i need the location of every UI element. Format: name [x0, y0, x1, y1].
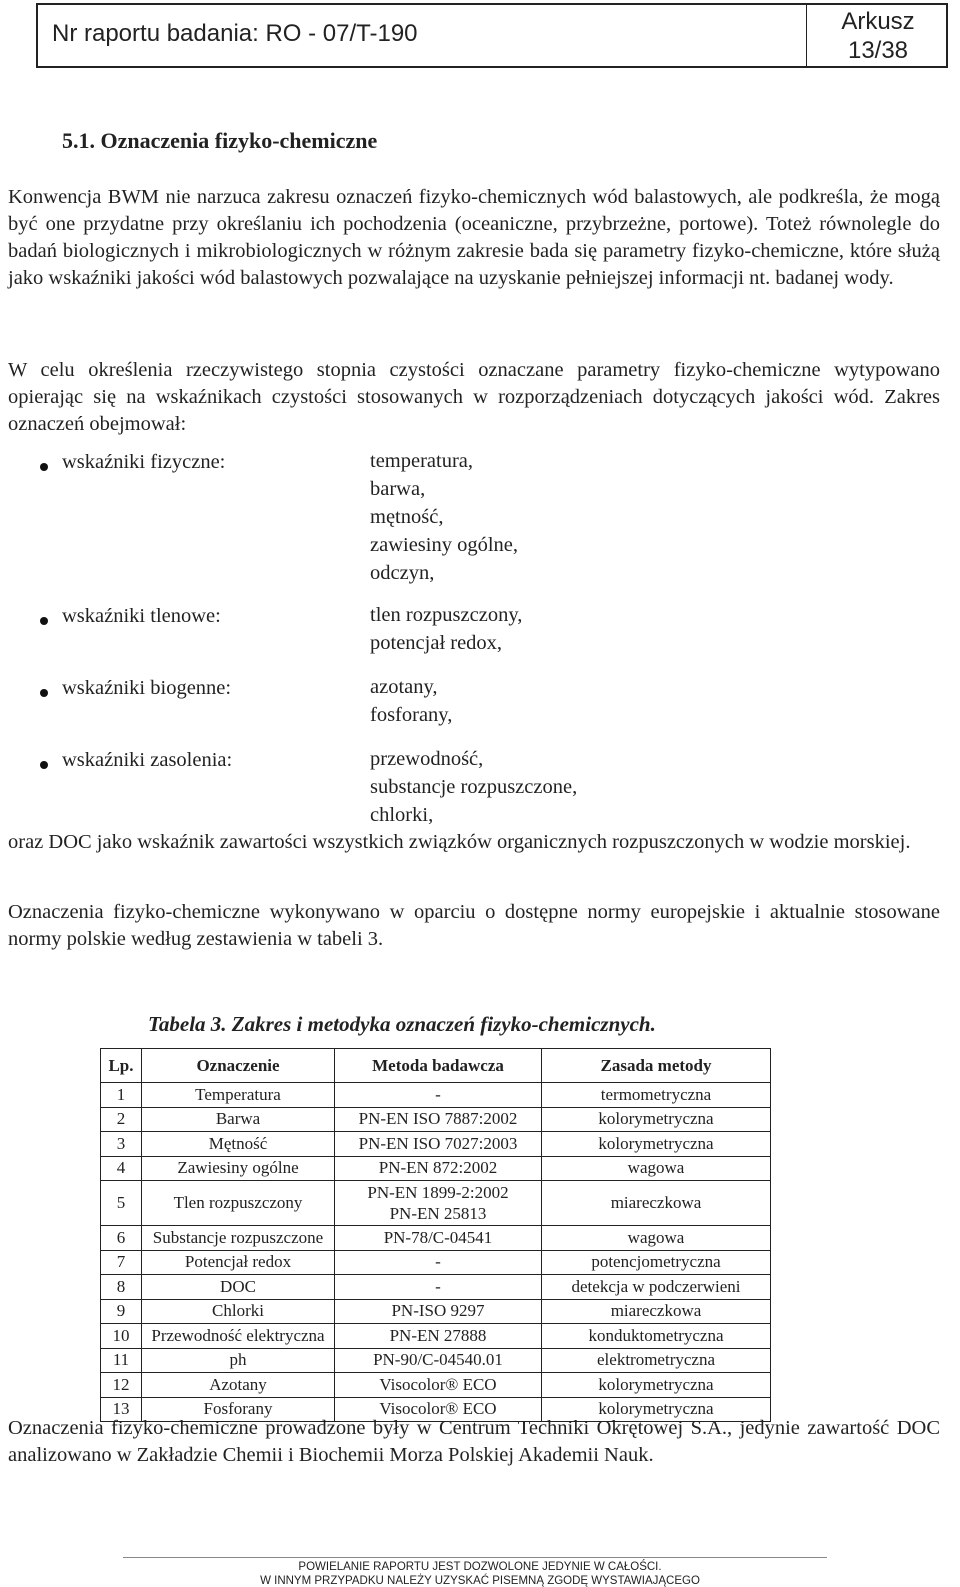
table-cell: detekcja w podczerwieni	[542, 1275, 771, 1300]
table-cell: PN-EN 1899-2:2002 PN-EN 25813	[335, 1181, 542, 1226]
table-cell: 3	[101, 1132, 142, 1157]
table-caption: Tabela 3. Zakres i metodyka oznaczeń fizyko-chemicznych.	[148, 1012, 656, 1036]
table-cell: Substancje rozpuszczone	[142, 1226, 335, 1251]
table-cell: ph	[142, 1348, 335, 1373]
indicator-value: temperatura,	[370, 450, 474, 472]
table-cell: wagowa	[542, 1156, 771, 1181]
table-cell: miareczkowa	[542, 1181, 771, 1226]
table-cell: PN-EN 27888	[335, 1324, 542, 1349]
table-row	[101, 1299, 771, 1324]
paragraph-intro: Konwencja BWM nie narzuca zakresu oznaczeń fizyko-chemicznych wód balastowych, ale podkreśla, że mogą być one przydatne przy określaniu ich pochodzenia (oceaniczne, przybrzeżne, portowe). Toteż równolegle do badań biologicznych i mikrobiologicznych w różnym zakresie bada się parametry fizyko-chemiczne, które służą jako wskaźniki jakości wód balastowych pozwalające na uzyskanie pełniejszej informacji nt. badanej wody.	[8, 186, 940, 289]
table-cell: konduktometryczna	[542, 1324, 771, 1349]
paragraph-doc: oraz DOC jako wskaźnik zawartości wszystkich związków organicznych rozpuszczonych w wodzie morskiej.	[8, 831, 911, 853]
section-heading: 5.1. Oznaczenia fizyko-chemiczne	[62, 128, 378, 153]
table-cell: potencjometryczna	[542, 1250, 771, 1275]
paragraph-labs: Oznaczenia fizyko-chemiczne prowadzone były w Centrum Techniki Okrętowej S.A., jedynie zawartość DOC analizowano w Zakładzie Chemii i Biochemii Morza Polskiej Akademii Nauk.	[8, 1417, 940, 1466]
indicator-value: zawiesiny ogólne,	[370, 534, 519, 556]
indicator-values	[370, 447, 518, 587]
header-cell: Zasada metody	[542, 1049, 771, 1083]
table-cell: 6	[101, 1226, 142, 1251]
indicator-label: wskaźniki fizyczne:	[62, 451, 226, 473]
table-cell: 5	[101, 1181, 142, 1226]
table-cell: 8	[101, 1275, 142, 1300]
table-cell: 9	[101, 1299, 142, 1324]
header-cell: Oznaczenie	[142, 1049, 335, 1083]
table-cell: Tlen rozpuszczony	[142, 1181, 335, 1226]
table-row	[101, 1348, 771, 1373]
paragraph-scope: W celu określenia rzeczywistego stopnia czystości oznaczane parametry fizyko-chemiczne wytypowano opierając się na wskaźnikach czystości stosowanych w rozporządzeniach dotyczących jakości wód. Zakres oznaczeń obejmował:	[8, 359, 940, 435]
table-cell: PN-EN ISO 7887:2002	[335, 1107, 542, 1132]
table-header-row	[101, 1049, 771, 1083]
header-divider	[806, 5, 807, 66]
table-cell: termometryczna	[542, 1083, 771, 1108]
sheet-label: Arkusz	[841, 8, 915, 35]
bullet-icon	[40, 463, 48, 471]
table-cell: 4	[101, 1156, 142, 1181]
footer-line-1: POWIELANIE RAPORTU JEST DOZWOLONE JEDYNIE W CAŁOŚCI.	[298, 1561, 662, 1573]
bullet-icon	[40, 761, 48, 769]
table-cell: kolorymetryczna	[542, 1373, 771, 1398]
table-cell: -	[335, 1250, 542, 1275]
table-cell: Potencjał redox	[142, 1250, 335, 1275]
table-cell: PN-78/C-04541	[335, 1226, 542, 1251]
table-row	[101, 1107, 771, 1132]
footer-divider	[123, 1557, 827, 1558]
table-cell: PN-EN ISO 7027:2003	[335, 1132, 542, 1157]
table-row	[101, 1083, 771, 1108]
indicator-label: wskaźniki biogenne:	[62, 677, 232, 699]
indicator-value: tlen rozpuszczony,	[370, 604, 523, 626]
table-cell: Temperatura	[142, 1083, 335, 1108]
table-cell: 12	[101, 1373, 142, 1398]
indicator-label: wskaźniki tlenowe:	[62, 605, 221, 627]
indicator-value: fosforany,	[370, 704, 453, 726]
table-cell: -	[335, 1083, 542, 1108]
table-cell: miareczkowa	[542, 1299, 771, 1324]
table-cell: PN-EN 872:2002	[335, 1156, 542, 1181]
report-header	[36, 3, 948, 68]
table-cell: Mętność	[142, 1132, 335, 1157]
indicator-values	[370, 601, 522, 657]
indicator-value: potencjał redox,	[370, 632, 503, 654]
indicator-value: substancje rozpuszczone,	[370, 776, 578, 798]
table-cell: -	[335, 1275, 542, 1300]
bullet-icon	[40, 617, 48, 625]
table-row	[101, 1373, 771, 1398]
table-cell: PN-90/C-04540.01	[335, 1348, 542, 1373]
table-row	[101, 1181, 771, 1226]
table-cell: kolorymetryczna	[542, 1132, 771, 1157]
table-row	[101, 1226, 771, 1251]
sheet-number: 13/38	[847, 37, 909, 64]
table-cell: 13	[101, 1397, 142, 1422]
table-cell: Chlorki	[142, 1299, 335, 1324]
table-cell: Barwa	[142, 1107, 335, 1132]
table-cell: DOC	[142, 1275, 335, 1300]
table-row	[101, 1132, 771, 1157]
methods-table	[100, 1048, 771, 1422]
indicator-value: azotany,	[370, 676, 438, 698]
table-cell: Przewodność elektryczna	[142, 1324, 335, 1349]
table-cell: wagowa	[542, 1226, 771, 1251]
header-cell: Metoda badawcza	[335, 1049, 542, 1083]
table-cell: kolorymetryczna	[542, 1107, 771, 1132]
table-cell: 2	[101, 1107, 142, 1132]
indicator-value: chlorki,	[370, 804, 434, 826]
indicator-value: mętność,	[370, 506, 444, 528]
indicator-value: barwa,	[370, 478, 426, 500]
table-cell: Azotany	[142, 1373, 335, 1398]
bullet-icon	[40, 689, 48, 697]
table-cell: 11	[101, 1348, 142, 1373]
table-cell: Visocolor® ECO	[335, 1373, 542, 1398]
footer-line-2: W INNYM PRZYPADKU NALEŻY UZYSKAĆ PISEMNĄ ZGODĘ WYSTAWIAJĄCEGO	[260, 1575, 700, 1587]
table-cell: PN-ISO 9297	[335, 1299, 542, 1324]
indicator-value: odczyn,	[370, 562, 435, 584]
indicator-values	[370, 673, 452, 729]
table-row	[101, 1275, 771, 1300]
paragraph-standards: Oznaczenia fizyko-chemiczne wykonywano w oparciu o dostępne normy europejskie i aktualnie stosowane normy polskie według zestawienia w tabeli 3.	[8, 901, 940, 950]
table-row	[101, 1324, 771, 1349]
table-row	[101, 1250, 771, 1275]
table-cell: Fosforany	[142, 1397, 335, 1422]
header-cell: Lp.	[101, 1049, 142, 1083]
table-cell: elektrometryczna	[542, 1348, 771, 1373]
table-cell: Zawiesiny ogólne	[142, 1156, 335, 1181]
table-cell: Visocolor® ECO	[335, 1397, 542, 1422]
table-cell: 1	[101, 1083, 142, 1108]
indicator-value: przewodność,	[370, 748, 484, 770]
indicator-label: wskaźniki zasolenia:	[62, 749, 233, 771]
table-cell: 10	[101, 1324, 142, 1349]
table-row	[101, 1156, 771, 1181]
report-title: Nr raportu badania: RO - 07/T-190	[52, 20, 418, 47]
table-cell: 7	[101, 1250, 142, 1275]
indicator-values	[370, 745, 577, 829]
table-cell: kolorymetryczna	[542, 1397, 771, 1422]
